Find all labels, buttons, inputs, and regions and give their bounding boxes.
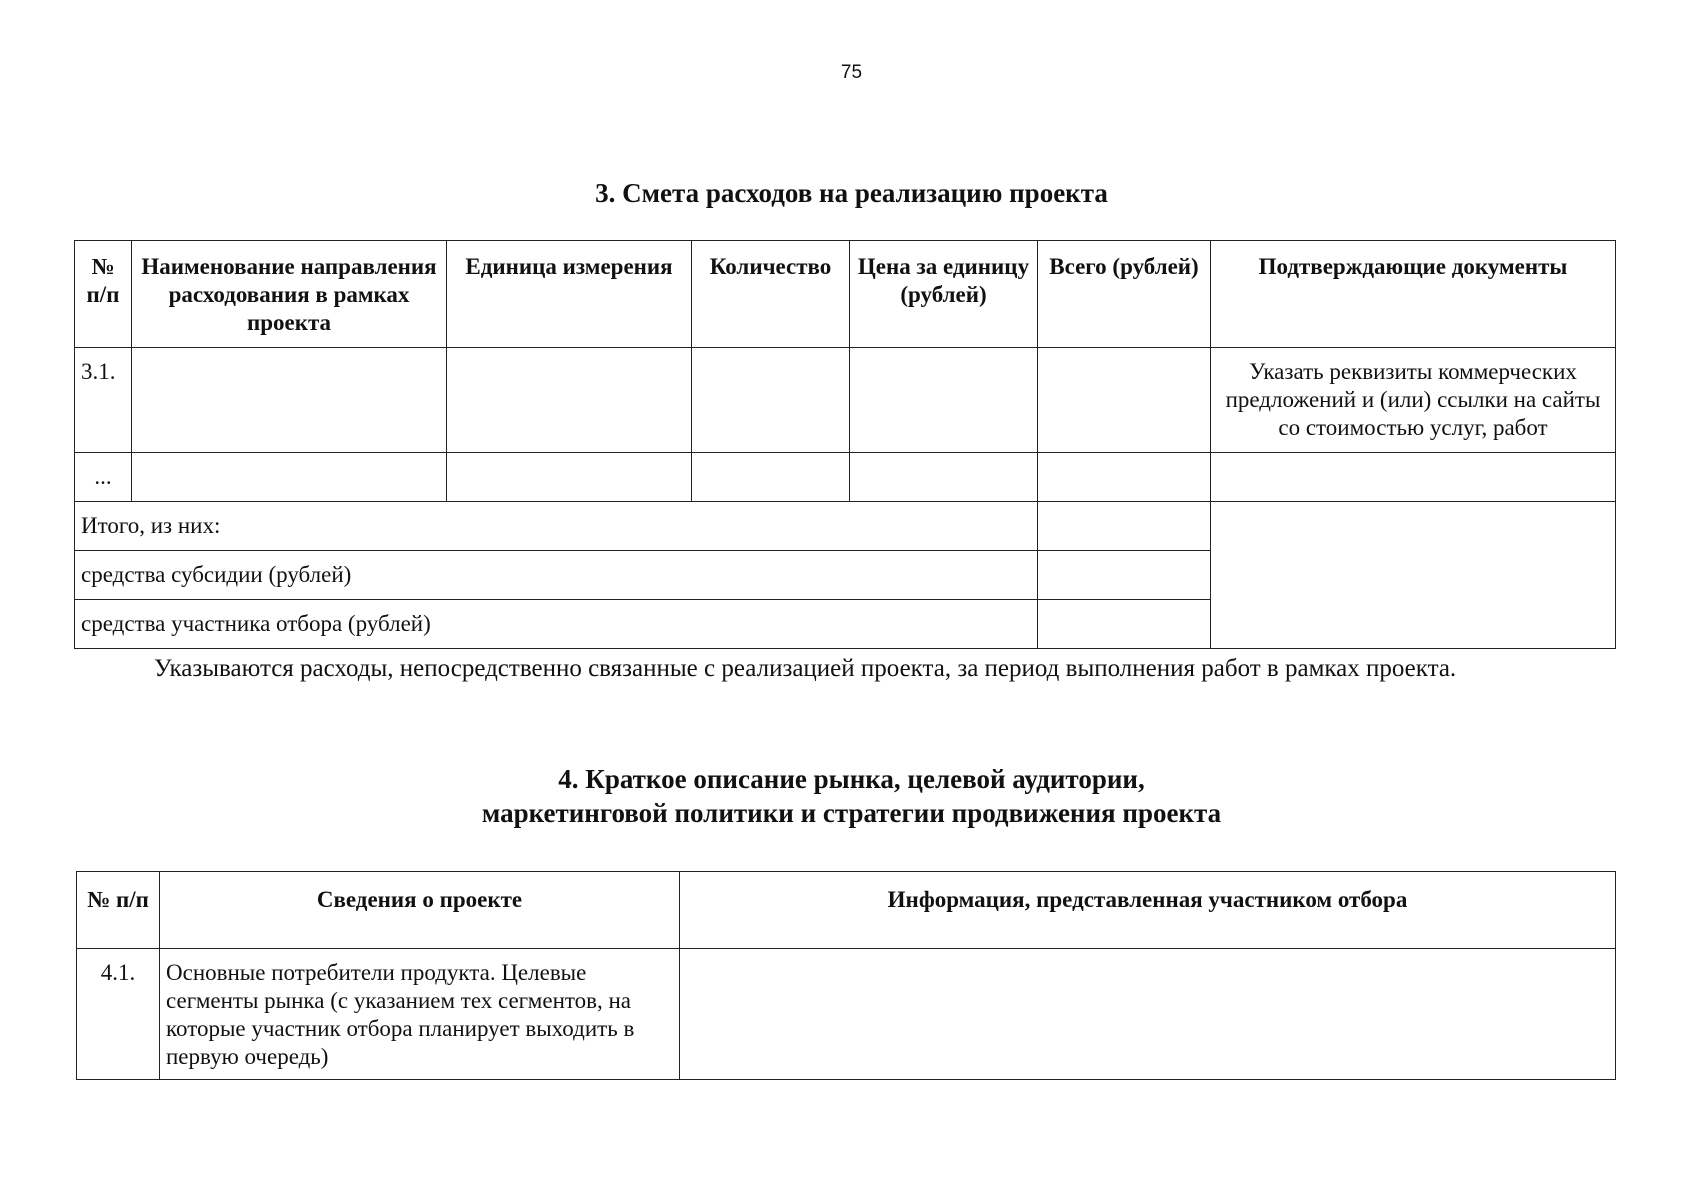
cell-docs: Указать реквизиты коммерческих предложений и (или) ссылки на сайты со стоимостью услуг, работ bbox=[1211, 348, 1616, 453]
cell-total bbox=[1038, 453, 1211, 502]
summary-total-label: Итого, из них: bbox=[75, 502, 1038, 551]
market-description-table bbox=[76, 871, 1616, 1080]
header-num: № п/п bbox=[77, 872, 160, 949]
cell-qty bbox=[692, 348, 850, 453]
cell-unit bbox=[447, 348, 692, 453]
header-name: Наименование направления расходования в рамках проекта bbox=[132, 241, 447, 348]
table-header-row bbox=[77, 872, 1616, 949]
header-info: Сведения о проекте bbox=[160, 872, 680, 949]
summary-total-value bbox=[1038, 502, 1211, 551]
table-row bbox=[75, 348, 1616, 453]
expense-note: Указываются расходы, непосредственно связанные с реализацией проекта, за период выполнения работ в рамках проекта. bbox=[154, 655, 1457, 682]
section-4-title-line-2: маркетинговой политики и стратегии продвижения проекта bbox=[481, 798, 1222, 828]
summary-subsidy-value bbox=[1038, 551, 1211, 600]
section-4-title bbox=[0, 762, 1703, 830]
cell-info: Основные потребители продукта. Целевые сегменты рынка (с указанием тех сегментов, на которые участник отбора планирует выходить в первую очередь) bbox=[160, 949, 680, 1080]
summary-participant-label: средства участника отбора (рублей) bbox=[75, 600, 1038, 649]
summary-row-total bbox=[75, 502, 1616, 551]
cell-price bbox=[850, 453, 1038, 502]
page-number: 75 bbox=[840, 62, 863, 83]
header-price: Цена за единицу (рублей) bbox=[850, 241, 1038, 348]
header-total: Всего (рублей) bbox=[1038, 241, 1211, 348]
row-num: 3.1. bbox=[75, 348, 132, 453]
table-row bbox=[77, 949, 1616, 1080]
row-num: ... bbox=[75, 453, 132, 502]
summary-subsidy-label: средства субсидии (рублей) bbox=[75, 551, 1038, 600]
section-4-title-line-1: 4. Краткое описание рынка, целевой аудитории, bbox=[558, 764, 1145, 794]
cell-price bbox=[850, 348, 1038, 453]
cell-unit bbox=[447, 453, 692, 502]
section-3-title: 3. Смета расходов на реализацию проекта bbox=[595, 178, 1108, 208]
header-docs: Подтверждающие документы bbox=[1211, 241, 1616, 348]
table-row bbox=[75, 453, 1616, 502]
cell-docs bbox=[1211, 453, 1616, 502]
row-num: 4.1. bbox=[77, 949, 160, 1080]
header-num: № п/п bbox=[75, 241, 132, 348]
cell-provided bbox=[680, 949, 1616, 1080]
header-qty: Количество bbox=[692, 241, 850, 348]
header-provided: Информация, представленная участником отбора bbox=[680, 872, 1616, 949]
cell-total bbox=[1038, 348, 1211, 453]
expense-estimate-table bbox=[74, 240, 1616, 649]
table-header-row bbox=[75, 241, 1616, 348]
header-unit: Единица измерения bbox=[447, 241, 692, 348]
cell-name bbox=[132, 348, 447, 453]
summary-docs-cell bbox=[1211, 502, 1616, 649]
summary-participant-value bbox=[1038, 600, 1211, 649]
cell-qty bbox=[692, 453, 850, 502]
cell-name bbox=[132, 453, 447, 502]
